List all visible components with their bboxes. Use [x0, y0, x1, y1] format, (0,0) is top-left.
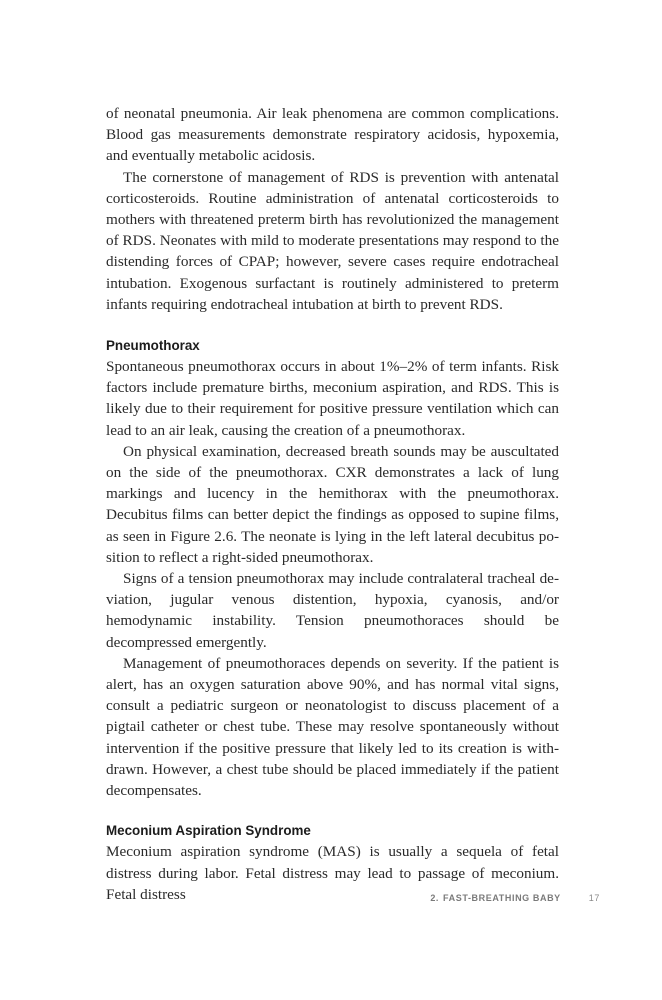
section-heading-pneumothorax: Pneumothorax [106, 338, 200, 354]
paragraph: The cornerstone of management of RDS is prevention with antenatal corticosteroids. Routine administration of antenatal corticosteroids to mothers with threatened preterm birth has revolutionized the management of RDS. Neonates with mild to moderate presentations may respond to the distending forces of CPAP; however, severe cases require endotracheal intubation. Exogenous surfactant is routinely administered to preterm infants requiring endotracheal intubation at birth to prevent RDS. [106, 168, 559, 313]
footer-chapter-number: 2. [430, 893, 440, 903]
paragraph: Spontaneous pneumothorax occurs in about 1%–2% of term infants. Risk factors include premature births, meconium aspiration, and RDS. This is likely due to their requirement for positive pressure ventilation which can lead to an air leak, causing the creation of a pneumothorax. [106, 358, 559, 439]
footer-chapter-title: FAST-BREATHING BABY [443, 893, 561, 903]
section-heading-meconium-aspiration: Meconium Aspiration Syndrome [106, 823, 311, 839]
page-number: 17 [588, 893, 600, 903]
body-text [106, 103, 559, 905]
paragraph: Meconium aspiration syndrome (MAS) is usually a sequela of fetal distress during labor. Fetal distress may lead to passage of meconium. Fetal distress [106, 843, 559, 903]
paragraph: of neonatal pneumonia. Air leak phenomena are common complications. Blood gas measurements demonstrate respiratory acidosis, hypoxemia, and eventually metabolic acidosis. [106, 105, 559, 165]
paragraph: On physical examination, decreased breath sounds may be auscultated on the side of the pneumothorax. CXR demonstrates a lack of lung markings and lucency in the hemithorax with the pneumothorax. Decubitus films can better depict the findings as opposed to supine films, as seen in Figure 2.6. The neonate is lying in the left lateral decubitus position to reflect a right-sided pneumothorax. [106, 442, 559, 566]
paragraph: Signs of a tension pneumothorax may include contralateral tracheal deviation, jugular venous distention, hypoxia, cyanosis, and/or hemodynamic instability. Tension pneumothoraces should be decompressed emergently. [106, 570, 559, 651]
running-footer [430, 893, 600, 903]
paragraph: Management of pneumothoraces depends on severity. If the patient is alert, has an oxygen saturation above 90%, and has normal vital signs, consult a pediatric surgeon or neonatologist to discuss placement of a pigtail catheter or chest tube. These may resolve spontaneously without intervention if the positive pressure that likely led to its creation is withdrawn. However, a chest tube should be placed immediately if the patient decompensates. [106, 654, 559, 800]
